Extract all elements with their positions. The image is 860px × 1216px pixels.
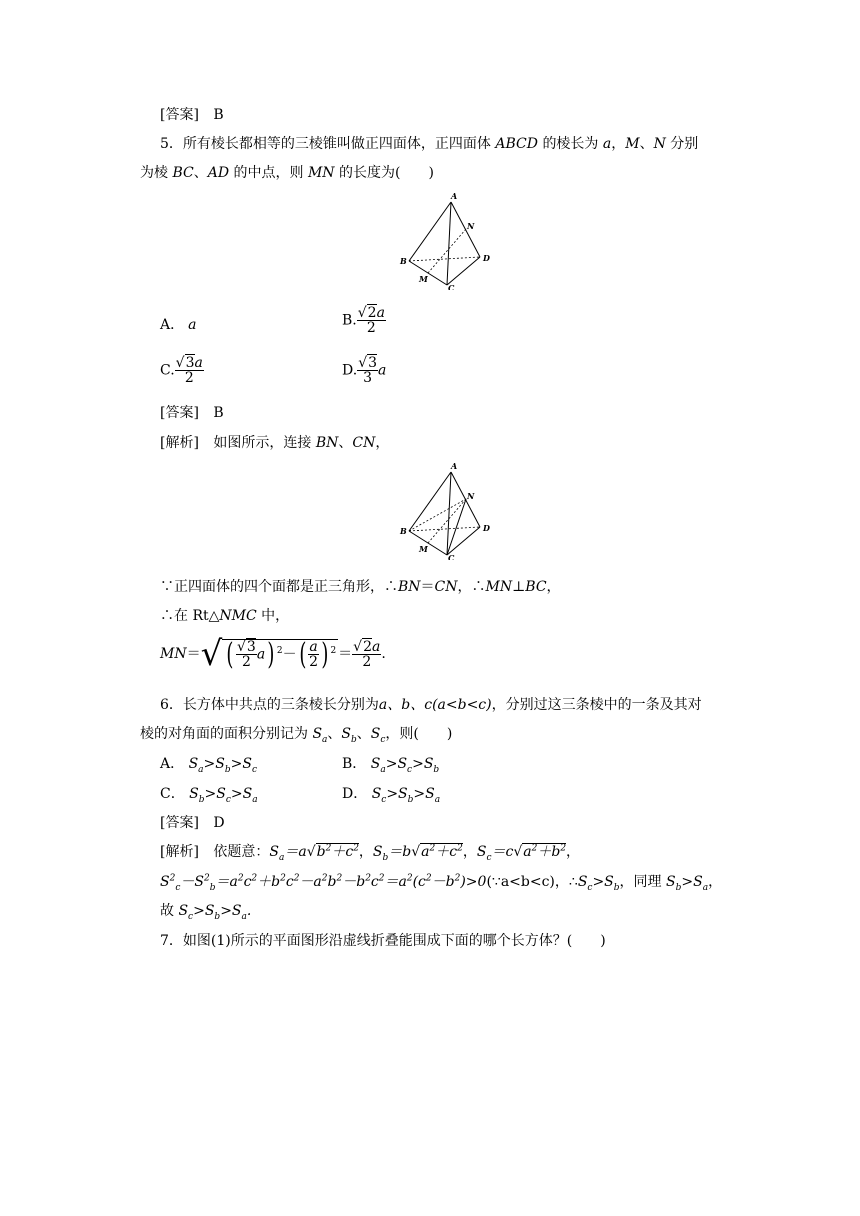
text: BC [172, 165, 194, 181]
var: a [378, 362, 387, 379]
text: 故 [160, 903, 174, 919]
edge-bd [409, 257, 480, 261]
q6-analysis-line1: [解析] 依题意：$S_a=a√b^2+c^2$，$S_b=b√a^2+c^2$，$S_c=c√a^2+b^2$， [160, 843, 581, 863]
root: 3 [246, 639, 256, 655]
den: 2 [184, 370, 194, 386]
q5-analysis-line3 [160, 607, 289, 625]
option-value: $S_b>S_c>S_a$ [189, 786, 258, 805]
question-number: 7． [160, 933, 183, 949]
text: ，同理 [619, 874, 662, 890]
option-value: a [188, 317, 197, 333]
s-c: $S_c$ [370, 726, 386, 745]
answer-label: [答案] [160, 815, 199, 831]
label-b: B [400, 526, 407, 536]
text: 如图所示，连接 [213, 435, 312, 451]
var: a [194, 355, 203, 371]
text: M [625, 136, 640, 152]
text: 依题意： [213, 844, 270, 860]
question-number: 6． [160, 697, 183, 713]
label-m: M [419, 544, 428, 554]
den: 2 [362, 653, 372, 670]
text: 所有棱长都相等的三棱锥叫做正四面体，正四面体 [182, 136, 491, 152]
q5-option-a [160, 316, 196, 334]
text: ＝ [420, 579, 435, 595]
text: 的棱长为 [542, 136, 599, 152]
text: NMC [219, 608, 257, 624]
q5-analysis-line2 [160, 578, 561, 596]
analysis-label: [解析] [160, 844, 199, 860]
edge-ac [447, 202, 451, 285]
q5-answer [160, 404, 224, 422]
option-label: B. [342, 312, 357, 329]
tetrahedron-figure-1 [395, 190, 495, 290]
edge-cd [447, 257, 480, 285]
text: ，分别过这三条棱中的一条及其对 [491, 697, 702, 713]
text: a [602, 136, 612, 152]
exponent: 2 [276, 645, 283, 656]
text: ， [375, 435, 390, 451]
root: 2 [367, 305, 377, 321]
text: 长方体中共点的三条棱长分别为 [182, 697, 379, 713]
paren: ( [226, 636, 234, 672]
formula-eq: ＝ [186, 646, 201, 662]
answer-value: D [213, 815, 225, 831]
text: a、b、c(a<b<c) [378, 697, 492, 713]
text: ∴在 Rt△ [160, 608, 220, 624]
big-root: √ [200, 634, 223, 674]
q6-option-b [342, 755, 439, 773]
segment-mn [428, 229, 466, 273]
option-label: A． [160, 317, 185, 333]
var: a [256, 646, 266, 663]
answer-label: [答案] [160, 405, 199, 421]
root: 3 [368, 355, 378, 371]
text: CN [434, 579, 458, 595]
option-value: $S_c>S_b>S_a$ [371, 786, 441, 805]
fraction: $\frac{√2a}{2}$ [357, 305, 385, 336]
segment-mn [428, 499, 466, 543]
option-label: C. [160, 362, 175, 379]
root: 3 [185, 355, 195, 371]
option-label: D. [342, 362, 358, 379]
mn-formula [160, 634, 386, 674]
q6-stem-line2: 棱的对角面的面积分别记为 $S_a$、$S_b$、$S_c$，则( ) [140, 726, 453, 745]
q6-option-d [342, 785, 440, 803]
q7-stem [160, 932, 606, 950]
text: CN [352, 435, 376, 451]
label-b: B [400, 256, 407, 266]
var: a [372, 638, 381, 655]
expr-conclusion: $S_c>S_b>S_a$. [178, 903, 252, 922]
text: 中， [261, 608, 290, 624]
option-value: $S_a>S_c>S_b$ [370, 756, 440, 775]
option-label: B． [342, 756, 367, 772]
label-a: A [451, 191, 458, 201]
text: 的长度为( ) [339, 165, 434, 181]
fraction [308, 640, 318, 669]
formula-eq: ＝ [338, 646, 353, 662]
q5-option-d [342, 356, 386, 385]
text: ， [611, 136, 626, 152]
paren: ( [298, 636, 307, 672]
text: ∵正四面体的四个面都是正三角形，∴ [160, 579, 398, 595]
label-a: A [451, 461, 458, 471]
den: 3 [363, 370, 373, 386]
q6-option-c [160, 785, 258, 803]
fraction: $\frac{√3}{3}$ [358, 355, 378, 386]
root: 2 [363, 638, 373, 655]
edge-bd [409, 527, 480, 531]
edge-ac [447, 472, 451, 555]
q4-answer [160, 106, 224, 124]
text: MN [485, 579, 513, 595]
label-n: N [467, 491, 475, 501]
minus: － [282, 646, 297, 663]
var: a [376, 305, 385, 321]
num: a [309, 639, 318, 655]
tetrahedron-figure-2 [395, 460, 495, 560]
q5-option-b [342, 306, 386, 335]
s-b: $S_b$ [341, 726, 357, 745]
text: ABCD [495, 136, 538, 152]
text: 棱的对角面的面积分别记为 [140, 726, 308, 742]
q5-stem-line2 [140, 164, 434, 182]
analysis-label: [解析] [160, 435, 199, 451]
q5-analysis-line1 [160, 434, 389, 452]
formula-dot: . [381, 646, 386, 662]
label-d: D [483, 253, 490, 263]
label-c: C [448, 283, 455, 290]
label-n: N [467, 221, 475, 231]
answer-value: B [213, 107, 224, 123]
text: ， [546, 579, 561, 595]
s-a: $S_a$ [312, 726, 328, 745]
answer-label: [答案] [160, 107, 199, 123]
paren: ) [267, 636, 275, 672]
expr-sc-gt-sb: $S_c>S_b$ [577, 874, 620, 893]
q5-option-c [160, 356, 204, 385]
text: MN [307, 165, 335, 181]
text: 如图(1)所示的平面图形沿虚线折叠能围成下面的哪个长方体？( ) [182, 933, 606, 949]
fraction: $\frac{√3a}{2}$ [175, 355, 203, 386]
fraction: $\frac{√3}{2}$ [236, 639, 256, 670]
q6-analysis-line2: $S^2_c-S^2_b=a^2c^2+b^2c^2-a^2b^2-b^2c^2=a^2(c^2-b^2)>0(\because a<b<c)$，$\therefore S_c>S_b$，同理 $S_b>S_a$， [160, 873, 723, 893]
q6-stem-line1 [160, 696, 702, 714]
option-label: A． [160, 756, 185, 772]
radicand [222, 636, 338, 672]
text: ，∴ [457, 579, 486, 595]
q6-answer [160, 814, 225, 832]
paren: ) [321, 636, 329, 672]
text: N [653, 136, 666, 152]
expr-sb-gt-sa: $S_b>S_a$ [666, 874, 709, 893]
text: 的中点，则 [233, 165, 304, 181]
text: AD [207, 165, 230, 181]
label-d: D [483, 523, 490, 533]
text: 分别 [670, 136, 699, 152]
formula-lhs: MN [160, 646, 187, 662]
text: (∵a<b<c)，∴ [486, 874, 578, 890]
q6-analysis-line3 [160, 902, 251, 920]
den: 2 [309, 654, 318, 670]
text: 、 [193, 165, 208, 181]
text: 为棱 [140, 165, 168, 181]
text: BN [315, 435, 339, 451]
expr-diff: $S^2_c-S^2_b=a^2c^2+b^2c^2-a^2b^2-b^2c^2=a^2(c^2-b^2)>0$ [160, 873, 487, 893]
expr-sb: $S_b=b√a^2+c^2$ [372, 843, 463, 863]
option-label: D． [342, 786, 368, 802]
label-c: C [448, 553, 455, 560]
text: ，则( ) [385, 726, 453, 742]
option-value: $S_a>S_b>S_c$ [188, 756, 258, 775]
segment-bn [409, 499, 466, 531]
edge-ab [409, 202, 451, 261]
q5-stem-line1 [160, 135, 698, 153]
text: 、 [639, 136, 654, 152]
label-m: M [419, 274, 428, 284]
question-number: 5． [160, 136, 183, 152]
den: 2 [366, 320, 376, 336]
edge-ab [409, 472, 451, 531]
expr-sa: $S_a=a√b^2+c^2$ [269, 843, 359, 863]
expr-sc: $S_c=c√a^2+b^2$ [476, 843, 567, 863]
answer-value: B [213, 405, 224, 421]
exponent: 2 [330, 645, 337, 656]
option-label: C． [160, 786, 185, 802]
q6-option-a [160, 755, 257, 773]
text: BC [525, 579, 547, 595]
den: 2 [241, 654, 251, 670]
text: BN [398, 579, 421, 595]
text: ⊥ [512, 579, 526, 595]
fraction: $\frac{√2a}{2}$ [353, 638, 381, 670]
text: 、 [338, 435, 353, 451]
